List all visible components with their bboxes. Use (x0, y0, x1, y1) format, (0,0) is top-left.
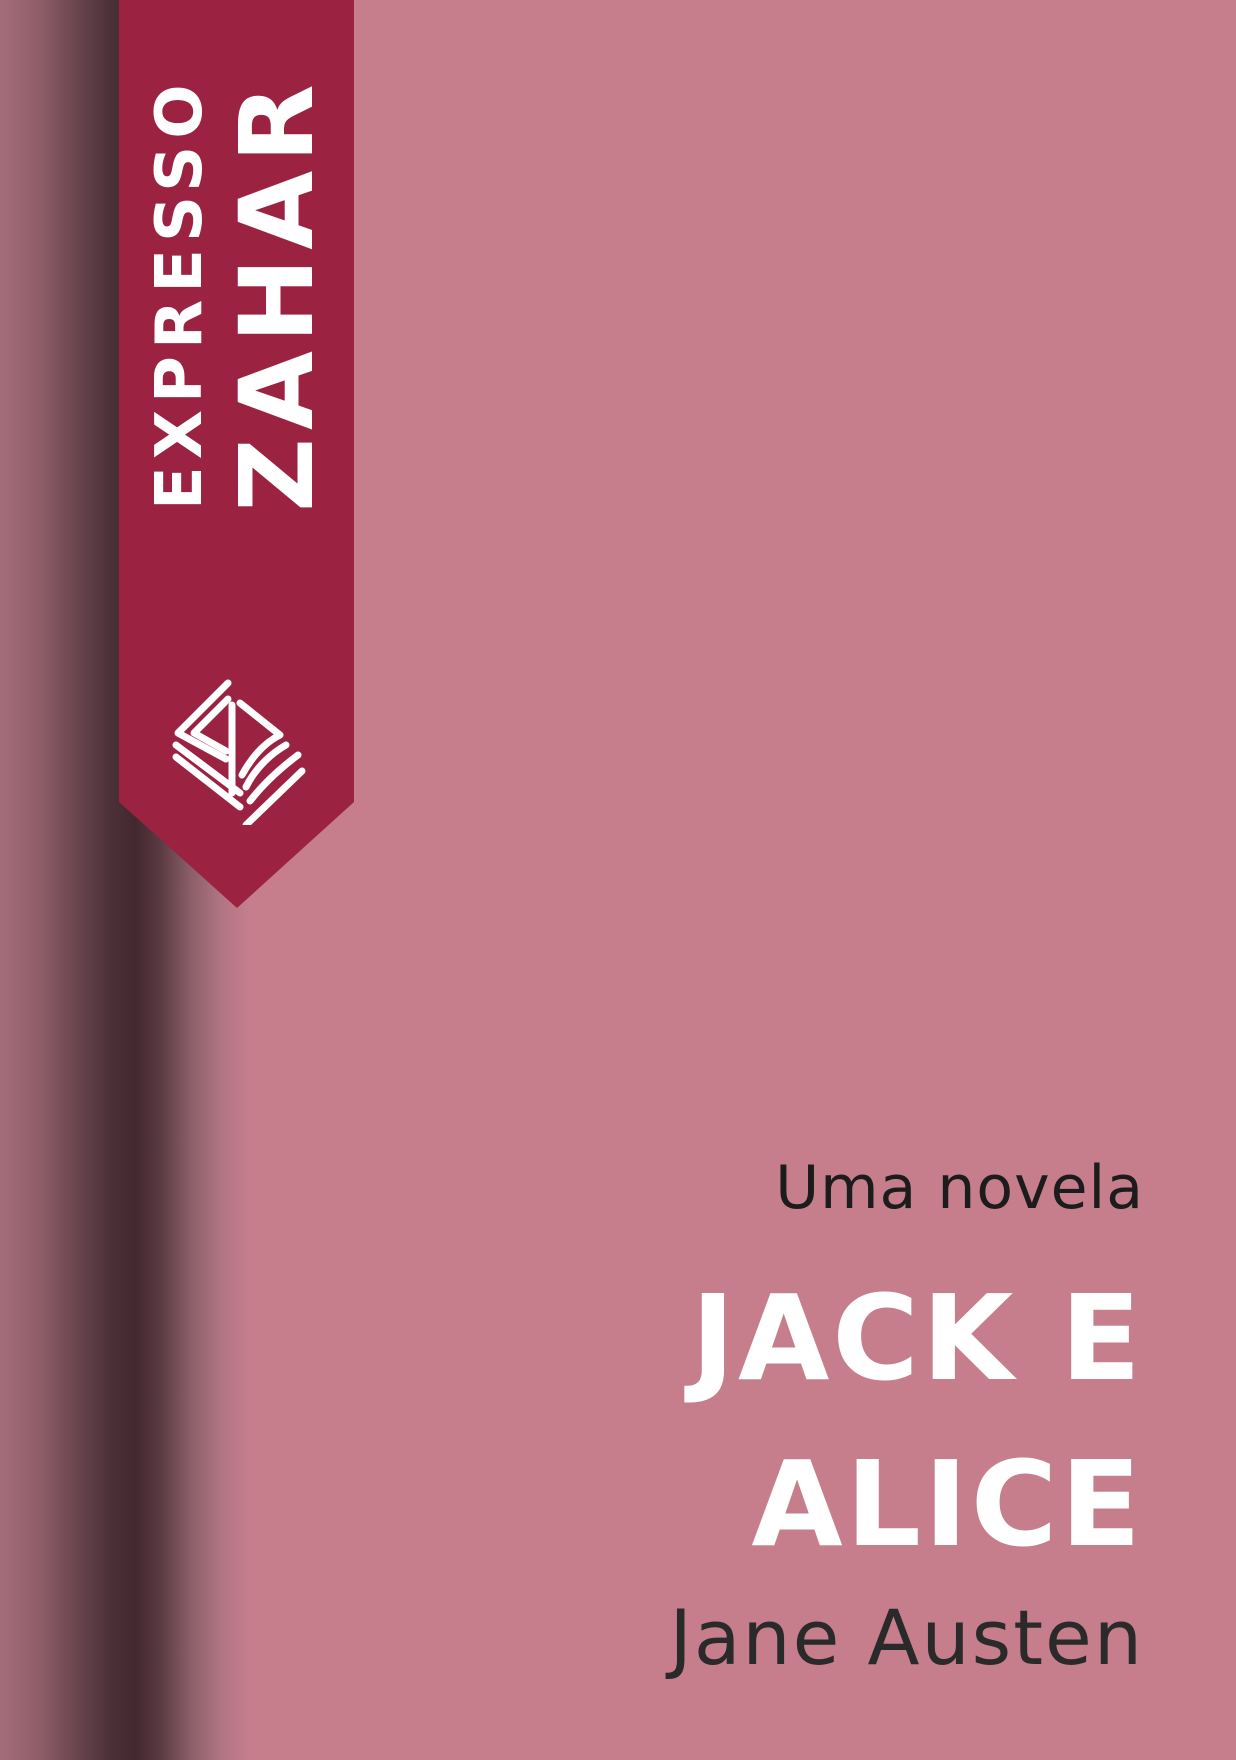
book-subtitle: Uma novela (775, 1153, 1144, 1223)
brand-expresso: EXPRESSO (143, 77, 217, 510)
open-book-icon (168, 675, 308, 825)
book-author: Jane Austen (669, 1593, 1144, 1682)
brand-zahar: ZAHAR (218, 76, 337, 512)
book-title-line-1: JACK E (691, 1269, 1144, 1407)
book-title-line-2: ALICE (751, 1435, 1144, 1573)
book-title (691, 1255, 1144, 1587)
